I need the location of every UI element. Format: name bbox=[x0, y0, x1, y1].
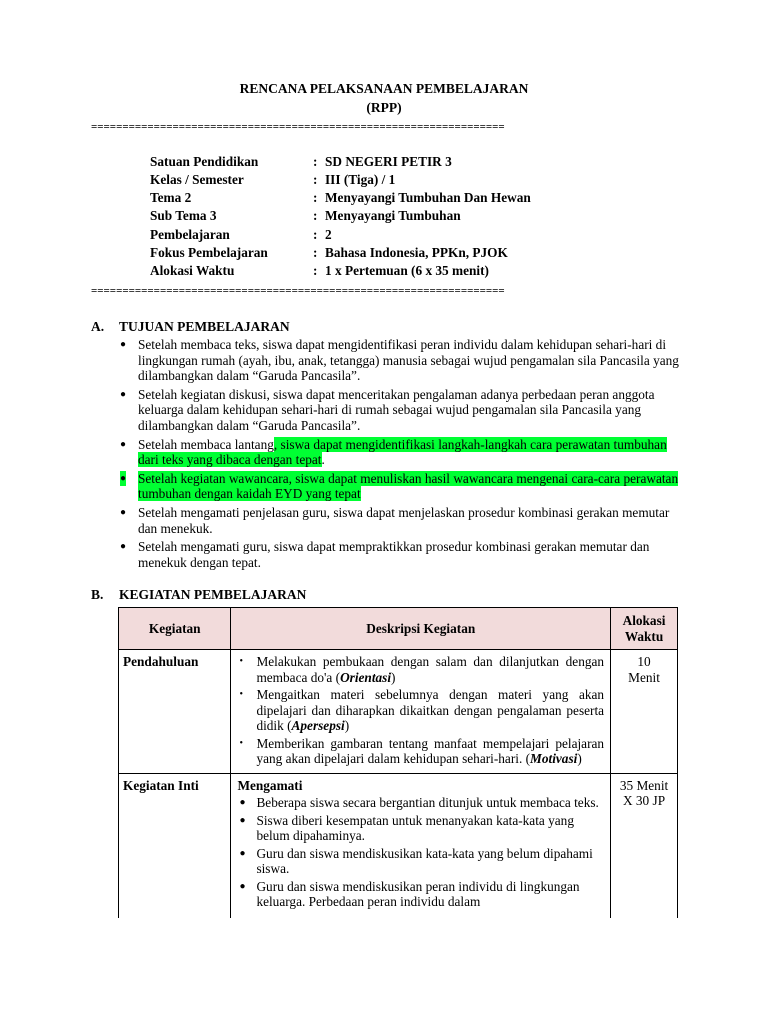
time-value: 35 Menit bbox=[619, 777, 669, 793]
time-allocation bbox=[611, 650, 678, 774]
activity-name: Kegiatan Inti bbox=[119, 773, 231, 918]
time-unit: Menit bbox=[628, 669, 660, 685]
table-row bbox=[119, 773, 678, 918]
description-text: ) bbox=[391, 669, 396, 685]
section-b-heading bbox=[91, 587, 306, 603]
activity-description bbox=[231, 773, 611, 918]
identity-colon: : bbox=[313, 263, 318, 278]
column-header: Kegiatan bbox=[119, 608, 231, 650]
description-text: Guru dan siswa mendiskusikan peran individu di lingkungan keluarga. Perbedaan peran individu dalam bbox=[256, 878, 580, 909]
list-item bbox=[237, 795, 604, 811]
highlighted-text: Setelah kegiatan wawancara, siswa dapat menuliskan hasil wawancara mengenai cara-cara perawatan tumbuhan dengan kaidah EYD yang tepat bbox=[138, 470, 679, 502]
bullet-icon: ● bbox=[120, 438, 127, 450]
identity-value: 1 x Pertemuan (6 x 35 menit) bbox=[325, 263, 489, 278]
bullet-icon: ● bbox=[120, 471, 126, 487]
highlighted-text: , siswa dapat mengidentifikasi langkah-langkah cara perawatan tumbuhan dari teks yang dibaca dengan tepat bbox=[138, 436, 667, 468]
column-header-label: Alokasi Waktu bbox=[622, 613, 666, 644]
description-text: ) bbox=[344, 718, 350, 733]
bullet-icon: ● bbox=[120, 541, 127, 553]
identity-value: SD NEGERI PETIR 3 bbox=[325, 154, 452, 169]
table-header-row bbox=[119, 608, 678, 650]
list-item bbox=[237, 813, 604, 844]
list-item bbox=[117, 337, 682, 384]
identity-label: Satuan Pendidikan bbox=[150, 154, 259, 169]
activity-description bbox=[231, 650, 611, 774]
list-item bbox=[117, 387, 682, 434]
identity-value: Menyayangi Tumbuhan bbox=[325, 208, 461, 223]
description-text: Guru dan siswa mendiskusikan kata-kata yang belum dipahami siswa. bbox=[256, 845, 593, 876]
identity-label: Alokasi Waktu bbox=[150, 263, 235, 278]
identity-colon: : bbox=[313, 208, 318, 223]
identity-label: Pembelajaran bbox=[150, 227, 230, 242]
time-allocation bbox=[611, 773, 678, 918]
identity-colon: : bbox=[313, 172, 318, 187]
time-value: 10 bbox=[637, 654, 651, 669]
document-subtitle: (RPP) bbox=[366, 100, 402, 115]
table-row bbox=[119, 650, 678, 774]
subsection-heading: Mengamati bbox=[237, 777, 303, 793]
goal-text: . bbox=[321, 452, 325, 468]
description-text: Memberikan gambaran tentang manfaat mempelajari pelajaran yang akan dipelajari dalam kehidupan sehari-hari. ( bbox=[256, 735, 605, 766]
identity-label: Fokus Pembelajaran bbox=[150, 245, 268, 260]
identity-label: Kelas / Semester bbox=[150, 172, 244, 187]
description-text: Mengaitkan materi sebelumnya dengan materi yang akan dipelajari dan diharapkan dikaitkan dengan pengalaman peserta didik ( bbox=[256, 687, 605, 733]
identity-value: III (Tiga) / 1 bbox=[325, 172, 396, 187]
bullet-icon: • bbox=[239, 656, 243, 667]
list-item bbox=[117, 437, 682, 468]
goal-text: Setelah mengamati guru, siswa dapat mempraktikkan prosedur kombinasi gerakan memutar dan menekuk dengan tepat. bbox=[138, 539, 650, 570]
identity-colon: : bbox=[313, 154, 318, 169]
activity-table bbox=[118, 607, 678, 918]
section-title: TUJUAN PEMBELAJARAN bbox=[119, 319, 290, 334]
list-item bbox=[117, 505, 682, 536]
list-item bbox=[237, 654, 604, 685]
list-item bbox=[117, 471, 682, 502]
list-item bbox=[237, 736, 604, 767]
bullet-icon: ● bbox=[239, 814, 246, 826]
bullet-icon: ● bbox=[120, 506, 127, 518]
list-item bbox=[237, 846, 604, 877]
goal-text: Setelah membaca lantang bbox=[138, 436, 274, 452]
bullet-icon: ● bbox=[239, 847, 246, 859]
bullet-icon: ● bbox=[239, 880, 246, 892]
section-letter: A. bbox=[91, 319, 105, 334]
activity-name: Pendahuluan bbox=[119, 650, 231, 774]
description-text: Melakukan pembukaan dengan salam dan dilanjutkan dengan membaca do'a ( bbox=[256, 654, 605, 685]
document-title: RENCANA PELAKSANAAN PEMBELAJARAN bbox=[239, 81, 529, 96]
goal-text: Setelah membaca teks, siswa dapat mengidentifikasi peran individu dalam kehidupan sehari-hari di lingkungan rumah (ayah, ibu, anak, tetangga) manusia sebagai wujud pengamalan sila Pancasila yang dilambangkan dalam “Garuda Pancasila”. bbox=[138, 337, 679, 384]
identity-label: Tema 2 bbox=[150, 190, 192, 205]
section-a-heading bbox=[91, 319, 290, 335]
description-text: Siswa diberi kesempatan untuk menanyakan kata-kata yang belum dipahaminya. bbox=[256, 812, 574, 843]
goal-text: Setelah mengamati penjelasan guru, siswa dapat menjelaskan prosedur kombinasi gerakan memutar dan menekuk. bbox=[138, 504, 670, 536]
identity-label: Sub Tema 3 bbox=[150, 208, 217, 223]
goals-list bbox=[117, 337, 682, 573]
description-emphasis: Motivasi bbox=[530, 751, 578, 766]
identity-colon: : bbox=[313, 190, 318, 205]
time-unit: X 30 JP bbox=[622, 793, 666, 808]
column-header: Deskripsi Kegiatan bbox=[231, 608, 611, 650]
separator-bottom: ================================================================== bbox=[91, 285, 505, 297]
bullet-icon: ● bbox=[239, 797, 246, 808]
goal-text: Setelah kegiatan diskusi, siswa dapat menceritakan pengalaman adanya perbedaan peran anggota keluarga dalam kehidupan sehari-hari di rumah sebagai wujud pengamalan sila Pancasila yang dilambangkan dalam “Garuda Pancasila”. bbox=[138, 386, 655, 433]
section-letter: B. bbox=[91, 587, 104, 602]
bullet-icon: • bbox=[239, 689, 243, 700]
description-emphasis: Orientasi bbox=[340, 669, 392, 685]
identity-value: Bahasa Indonesia, PPKn, PJOK bbox=[325, 245, 508, 260]
description-text: ) bbox=[577, 751, 582, 766]
bullet-icon: ● bbox=[120, 339, 127, 350]
separator-top: ================================================================== bbox=[91, 121, 505, 133]
column-header bbox=[611, 608, 678, 650]
bullet-icon: • bbox=[239, 737, 243, 749]
list-item bbox=[237, 879, 604, 910]
identity-colon: : bbox=[313, 227, 318, 242]
description-text: Beberapa siswa secara bergantian ditunjuk untuk membaca teks. bbox=[256, 795, 599, 810]
description-list bbox=[237, 654, 604, 767]
identity-colon: : bbox=[313, 245, 318, 260]
list-item bbox=[237, 687, 604, 734]
list-item bbox=[117, 539, 682, 570]
section-title: KEGIATAN PEMBELAJARAN bbox=[119, 587, 307, 602]
bullet-icon: ● bbox=[120, 388, 127, 400]
description-list bbox=[237, 795, 604, 910]
identity-value: Menyayangi Tumbuhan Dan Hewan bbox=[325, 190, 531, 205]
description-emphasis: Apersepsi bbox=[291, 718, 345, 733]
identity-value: 2 bbox=[325, 227, 332, 242]
